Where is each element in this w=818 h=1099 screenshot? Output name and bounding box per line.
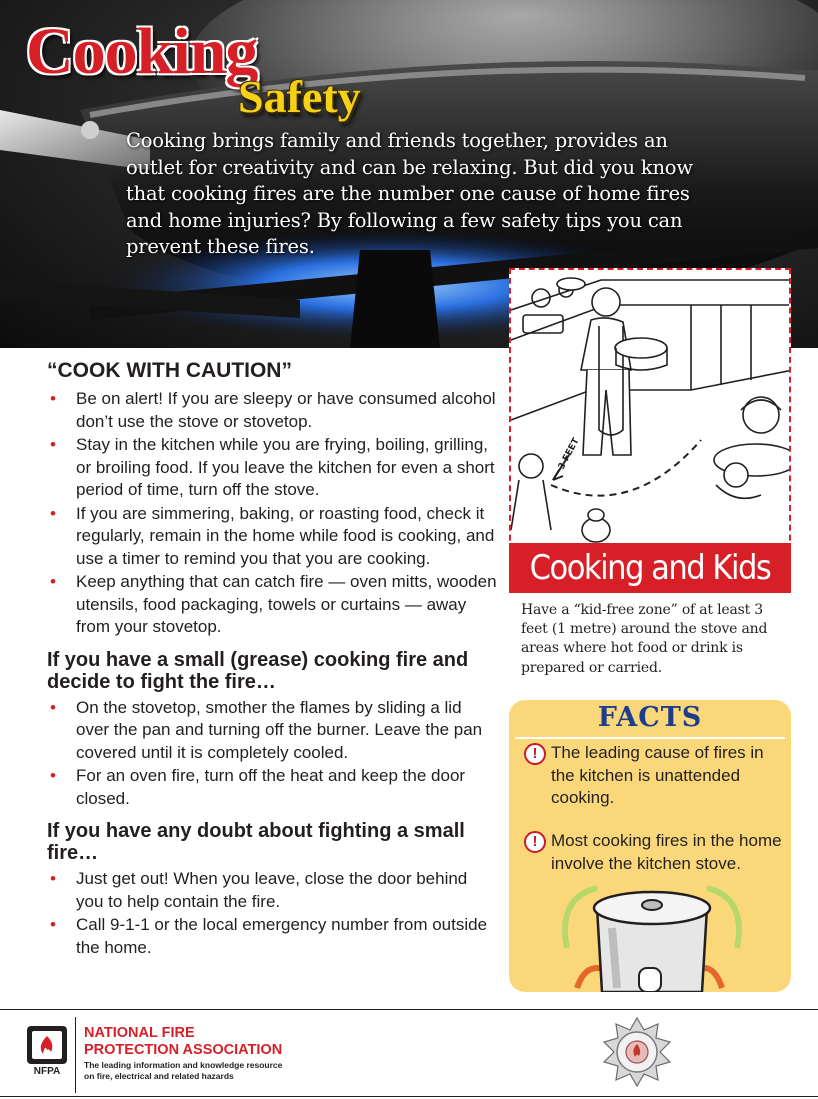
list-item: • On the stovetop, smother the flames by sliding a lid over the pan and turning off the burner. Leave the pan covered until it is completely cooled. <box>50 697 483 762</box>
bullet-icon: • <box>50 572 56 591</box>
grease-fire-list <box>47 697 499 811</box>
kitchen-illustration <box>509 268 791 590</box>
section-heading-doubt: If you have any doubt about fighting a small fire… <box>47 820 465 864</box>
list-item: • If you are simmering, baking, or roasting food, check it regularly, remain in the home while food is cooking, and use a timer to remind you that you are cooking. <box>50 503 495 568</box>
safety-tips <box>47 357 499 960</box>
fact-item: ! The leading cause of fires in the kitchen is unattended cooking. <box>521 742 783 810</box>
org-tagline: The leading information and knowledge resource on fire, electrical and related hazards <box>84 1060 283 1081</box>
kitchen-scene-illustration <box>511 270 791 550</box>
org-name-line1: NATIONAL FIRE <box>84 1025 195 1041</box>
bullet-icon: • <box>50 697 56 717</box>
fact-item: ! Most cooking fires in the home involve the kitchen stove. <box>521 830 783 875</box>
kid-free-zone-caption: Have a “kid-free zone” of at least 3 feet (1 metre) around the stove and areas where hot food or drink is prepared or carried. <box>521 602 768 676</box>
exclamation-icon: ! <box>524 743 546 765</box>
intro-paragraph: Cooking brings family and friends together, provides an outlet for creativity and can be relaxing. But did you know that cooking fires are the number one cause of home fires and home injuries? By following a few safety tips you can prevent these fires. <box>126 129 693 258</box>
caution-list <box>47 388 499 639</box>
nfpa-logo <box>25 1024 69 1076</box>
footer-divider <box>0 1009 818 1010</box>
bullet-icon: • <box>50 915 56 934</box>
facts-title: FACTS <box>597 702 703 733</box>
doubt-list <box>47 868 499 959</box>
bullet-icon: • <box>50 869 56 888</box>
section-heading-caution: “COOK WITH CAUTION” <box>47 359 292 382</box>
list-item: • For an oven fire, turn off the heat and keep the door closed. <box>50 766 466 808</box>
footer-bottom-rule <box>0 1096 818 1097</box>
bullet-icon: • <box>50 435 56 454</box>
bullet-icon: • <box>50 766 56 785</box>
section-heading-grease-fire: If you have a small (grease) cooking fire and decide to fight the fire… <box>47 648 469 693</box>
facts-panel <box>509 700 791 992</box>
list-item: • Stay in the kitchen while you are frying, boiling, grilling, or broiling food. If you leave the kitchen for even a short period of time, turn off the stove. <box>50 435 495 499</box>
title-cooking: Cooking <box>26 15 258 88</box>
bullet-icon: • <box>50 389 56 408</box>
facts-divider <box>515 737 785 739</box>
distance-label: 3 FEET <box>556 436 582 472</box>
footer-vertical-divider <box>75 1017 76 1093</box>
fire-service-badge <box>602 1016 672 1088</box>
pot-illustration <box>557 878 747 992</box>
org-name-line2: PROTECTION ASSOCIATION <box>84 1042 283 1058</box>
exclamation-icon: ! <box>524 831 546 853</box>
list-item: • Be on alert! If you are sleepy or have consumed alcohol don’t use the stove or stovetop. <box>50 389 496 431</box>
list-item: • Keep anything that can catch fire — oven mitts, wooden utensils, food packaging, towels or curtains — away from your stovetop. <box>50 572 497 636</box>
list-item: • Call 9-1-1 or the local emergency number from outside the home. <box>50 915 488 957</box>
bullet-icon: • <box>50 503 56 523</box>
cooking-and-kids-banner: Cooking and Kids <box>509 543 791 593</box>
list-item: • Just get out! When you leave, close the door behind you to help contain the fire. <box>50 869 468 911</box>
nfpa-logo-text: NFPA <box>33 1066 61 1076</box>
title-safety: Safety <box>238 71 361 122</box>
